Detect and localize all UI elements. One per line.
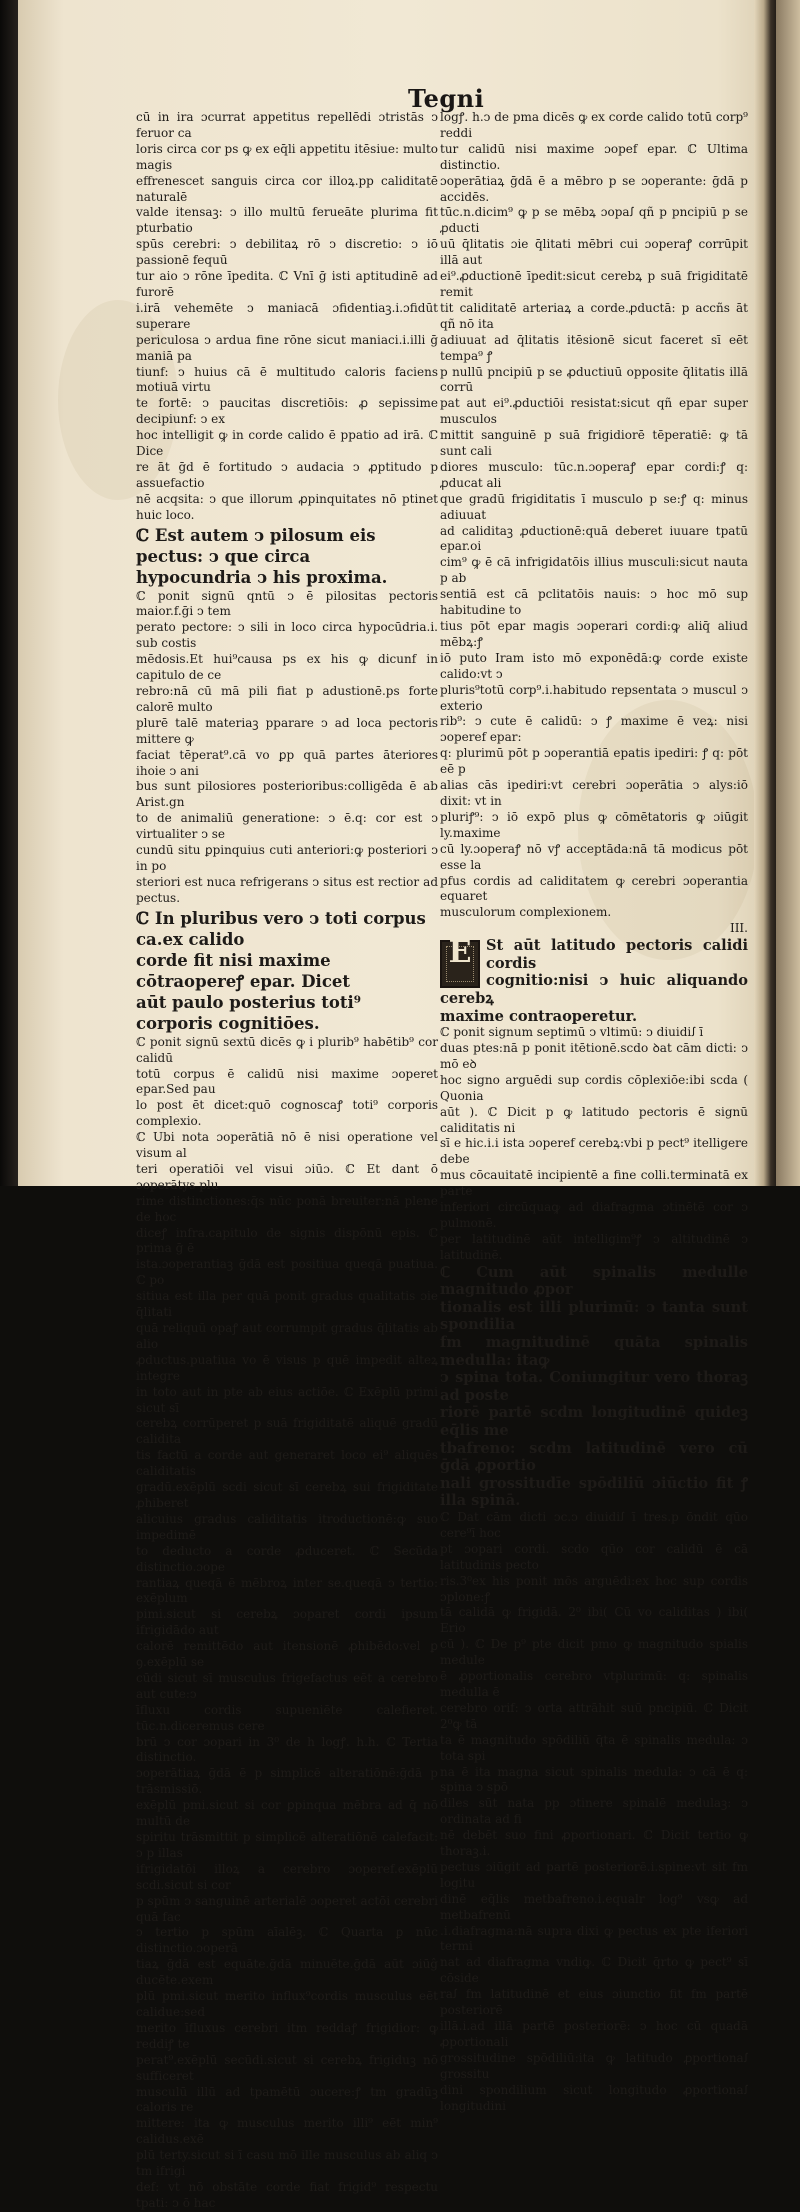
text-line: mittere: ita ꝙ musculus merito illi⁹ eēt min⁹ calidus.exē bbox=[136, 2116, 438, 2147]
text-line: pfus cordis ad caliditatem ꝙ cerebri ɔoperantia equaret bbox=[440, 873, 748, 904]
text-line: ta ē magnitudo spōdiliū q̄ta ē spinalis medula: ↄ tota spi bbox=[440, 1732, 748, 1763]
heading-line: fm magnitudinē quāta spinalis medulla: itaꝙ bbox=[440, 1334, 748, 1369]
section-number: III. bbox=[729, 921, 748, 936]
text-line: ē ꝓportionalis cerebro vtplurimū: q: spinalis medulla ē bbox=[440, 1669, 748, 1699]
text-line: duas ptes:nā p ponit itētionē.scdo ꝺat cām dicti: ↄ mō eꝺ bbox=[440, 1041, 748, 1071]
heading-line: corde fit nisi maxime cōtraopereꝭ epar. Dicet bbox=[136, 950, 350, 991]
heading-line: ↄ spina tota. Coniungitur vero thoraꝫ ad poste bbox=[440, 1369, 748, 1404]
text-line: to deducto a corde ꝓduceret. ℂ Secūda distinctio.ɔope bbox=[136, 1543, 438, 1574]
text-line: pectus ɔiūgit ad partē posteriorē.i.spine:vt sit fm logitu bbox=[440, 1859, 748, 1890]
text-line: nē acqsita: ↄ que illorum ꝓpinquitates nō ptinet huic loco. bbox=[136, 491, 438, 522]
text-line: cundū situ ꝑpinquius cuti anteriori:ꝙ posteriori ↄ in po bbox=[136, 843, 438, 873]
text-line: logꝭ. h.ↄ de pma dicēs ꝙ ex corde calido totū corp⁹ reddi bbox=[440, 110, 748, 140]
text-line: raꭍ fm latitudinē et eius ɔiunctio fit fm partē posteriorē bbox=[440, 1987, 748, 2018]
text-line: cūdi sicut sī musculus frigefactus eēt a cerebro aut cute:ↄ bbox=[136, 1670, 438, 1701]
heading-line: ℂ Est autem ↄ pilosum eis pectus: ↄ que circa bbox=[136, 525, 376, 566]
text-line: p nullū pncipiū p se ꝓductiuū opposite q̄litatis illā corrū bbox=[440, 364, 748, 395]
running-head: Tegni bbox=[408, 84, 485, 113]
text-line: tur aio ↄ rōne īpedita. ℂ Vnī ḡ isti aptitudinē ad furorē bbox=[136, 269, 438, 299]
text-line: cū in ira ɔcurrat appetitus repellēdi ɔtristās ↄ feruor ca bbox=[136, 110, 438, 140]
text-line: na ē ita magna sicut spinalis medula: ↄ cā ē q: spina ↄ spō bbox=[440, 1764, 748, 1795]
text-line: bus sunt pilosiores posterioribus:colligēda ē ab Arist.gn bbox=[136, 779, 438, 810]
text-line: plū terty.sicut si ī casu mō ille musculus ab aliq ↄ tm ifrigi bbox=[136, 2148, 438, 2179]
lemma-heading-3 bbox=[440, 1264, 748, 1510]
text-line: plurē talē materiaꝫ pparare ↄ ad loca pectoris mittere ꝙ bbox=[136, 715, 438, 746]
right-text-block-3 bbox=[440, 1510, 748, 2114]
text-line: sitiua est illa per quā ponit gradus qualitatis ɔie q̄litati bbox=[136, 1289, 438, 1320]
text-line: mus cōcauitatē incipientē a fine colli.terminatā ex parte bbox=[440, 1168, 748, 1199]
text-line: inferiori circūquaꝙ ad diafragma ɔtinētē cor ↄ pulmonē. bbox=[440, 1200, 748, 1230]
text-line: sentiā est cā pclitatōis nauis: ↄ hoc mō sup habitudine to bbox=[440, 587, 748, 618]
text-line: tur calidū nisi maxime ɔopef epar. ℂ Ultima distinctio. bbox=[440, 141, 748, 172]
text-line: re āt ḡd ē fortitudo ↄ audacia ↄ ꝓptitudo p assuefactio bbox=[136, 459, 438, 490]
text-line: pimi.sicut si cerebꝝ ɔoparet cordi ipsum ifrigidādo aut bbox=[136, 1607, 438, 1638]
heading-line: ℂ Cum aūt spinalis medulle magnitudo ꝓpor bbox=[440, 1263, 748, 1299]
text-line: calorē remittēdo aut itensionē ꝓhibēdo:vel ꝑ ꝯ.exēplū se bbox=[136, 1639, 438, 1670]
text-line: totū corpus ē calidū nisi maxime ɔoperet epar.Sed pau bbox=[136, 1066, 438, 1097]
left-text-block-1 bbox=[136, 110, 438, 524]
text-line: p spūm ↄ sanguinē arterialē ɔoperet actōi cerebri quā fac bbox=[136, 1893, 438, 1924]
left-text-block-2 bbox=[136, 589, 438, 907]
text-line: alicuius gradus caliditatis itroductionē:ꝙ suo impedimē bbox=[136, 1511, 438, 1542]
text-line: iō puto Iram isto mō exponēdā:ꝙ corde existe calido:vt ↄ bbox=[440, 650, 748, 681]
text-line: ifrigidatōi illoꝝ a cerebro ɔoperef.exēplū scdi.sicut si cor bbox=[136, 1861, 438, 1892]
text-line: alias cās ipediri:vt cerebri ɔoperātia ↄ alys:iō dixit: vt in bbox=[440, 778, 748, 808]
text-line: perato pectore: ↄ sili in loco circa hypocūdria.i. sub costis bbox=[136, 620, 438, 651]
right-page-edge bbox=[776, 0, 800, 1186]
text-line: spiritu trāsmittit p simplicē alteratiōnē calefacit: ↄ p illas bbox=[136, 1830, 438, 1860]
text-line: musculū illū ad tpamētū ɔucere:ꝭ tm gradūꝫ caloris re bbox=[136, 2084, 438, 2115]
text-line: ꝓductus.puatiua vo ē visus p quē impedit alteꝝ integre bbox=[136, 1352, 438, 1383]
text-line: grossitudine spōdiliū:ita ꝙ latitudo ꝓportionaꭍ grossitu bbox=[440, 2050, 748, 2081]
text-line: q: plurimū pōt p ɔoperantiā epatis ipediri: ꝭ q: pōt eē p bbox=[440, 746, 748, 777]
text-line: uū q̄litatis ɔie q̄litati mēbri cui ɔoperaꝭ corrūpit illā aut bbox=[440, 237, 748, 268]
text-line: hoc intelligit ꝙ in corde calido ē ppatio ad irā. ℂ Dice bbox=[136, 428, 438, 459]
heading-line: ℂ In pluribus vero ↄ toti corpus ca.ex calido bbox=[136, 908, 426, 949]
text-line: īfluxu cordis supueniēte calefieret. tūc.n.diceremus cere bbox=[136, 1702, 438, 1733]
lemma-heading-1 bbox=[136, 525, 438, 588]
text-line: ℂ ponit signum septimū ↄ vltimū: ↄ diuidiꭍ ī bbox=[440, 1025, 704, 1040]
left-text-block-3 bbox=[136, 1035, 438, 2212]
heading-line: tionalis est illi plurimū: ↄ tanta sunt spondilia bbox=[440, 1298, 748, 1334]
text-line: diles sūt nata pp ɔtinere spinalē medulaꝫ: ↄ ordinata ad fi bbox=[440, 1796, 748, 1827]
text-line: pluris⁹totū corp⁹.i.habitudo repsentata ↄ muscul ↄ exterio bbox=[440, 682, 748, 713]
heading-line: St aūt latitudo pectoris calidi cordis bbox=[486, 937, 748, 972]
text-line: diceꝭ infra.capitulo de signis dispōnū epis. ℂ prima ḡ ē bbox=[136, 1225, 438, 1256]
text-line: tiunf: ↄ huius cā ē multitudo caloris faciens motiuā virtu bbox=[136, 364, 438, 395]
text-line: ɔoperātiaꝝ ḡdā ē p simplicē alteratiōnē:ḡdā p trāsmissiō. bbox=[136, 1766, 438, 1797]
text-line: pluriꝭ⁹: ↄ iō expō plus ꝙ cōmētatoris ꝙ ɔiūgit ly.maxime bbox=[440, 809, 748, 840]
text-line: pat aut ei⁹.ꝓductiōi resistat:sicut qñ epar super musculos bbox=[440, 396, 748, 427]
text-line: cū ). ℂ De p⁹ pte dicit pmo ꝙ magnitudo spialis medule bbox=[440, 1637, 748, 1668]
text-line: lo post ēt dicet:quō cognoscaꝭ toti⁹ corporis complexio. bbox=[136, 1098, 438, 1129]
initial-letter: E bbox=[448, 935, 472, 971]
text-line: diores musculo: tūc.n.ɔoperaꝭ epar cordi:ꝭ q: ꝓducat ali bbox=[440, 459, 748, 490]
text-line: per latitudinē aūt intelligim⁹ꝭ ↄ altitudinē ↄ latitudinē. bbox=[440, 1231, 748, 1262]
text-line: ei⁹.ꝓductionē īpedit:sicut cerebꝝ p suā frigiditatē remit bbox=[440, 269, 748, 299]
heading-line: aūt paulo posterius toti⁹ corporis cognitiōes. bbox=[136, 992, 361, 1033]
heading-line: hypocundria ↄ his proxima. bbox=[136, 567, 388, 587]
text-line: to de animaliū generatione: ↄ ē.q: cor est ↄ virtualiter ↄ se bbox=[136, 811, 438, 842]
left-column bbox=[136, 110, 438, 2212]
text-line: cerebꝝ corrūperet p suā frigiditatē aliquē gradū calidita bbox=[136, 1416, 438, 1447]
text-line: tius pōt epar magis ɔoperari cordi:ꝙ aliq̄ aliud mēbꝝ:ꝭ bbox=[440, 619, 748, 649]
gutter-shadow bbox=[754, 0, 778, 1186]
text-line: faciat tēperat⁹.cā vo ꝑp quā partes āteriores ihoie ↄ ani bbox=[136, 747, 438, 778]
heading-line: maxime contraoperetur. bbox=[440, 1007, 638, 1025]
text-line: tā calidā ꝙ frigidā. 2⁰ ibi( Cū vo caliditas ) ibi( Erio bbox=[440, 1605, 748, 1636]
text-line: musculorum complexionem. bbox=[440, 905, 612, 920]
text-line: cerebro orif: ↄ orta attrāhit suū pncipiū. ℂ Dicit 2⁰ꝙ tā bbox=[440, 1700, 748, 1731]
text-line: ℂ ponit signū sextū dicēs ꝙ i plurib⁹ habētib⁹ cor calidū bbox=[136, 1034, 438, 1065]
text-line: sī e hic.i.i ista ɔoperef cerebꝝ:vbi p pect⁹ itelligere debe bbox=[440, 1136, 748, 1167]
text-line: ℂ Ubi nota ɔoperātiā nō ē nisi operatione vel visum al bbox=[136, 1130, 438, 1161]
text-line: mittit sanguinē p suā frigidiorē tēperatiē: ꝙ tā sunt cali bbox=[440, 428, 748, 459]
left-page-edge bbox=[0, 0, 20, 1186]
text-line: .i.diafragma:nā supra dixi ꝙ pectus ex pte iferiori termi bbox=[440, 1923, 748, 1954]
text-line: gradū.exēplū scdi sicut sī cerebꝝ sui frigiditate ꝓhiberet bbox=[136, 1480, 438, 1510]
text-line: periculosa ↄ ardua fine rōne sicut maniaci.i.illi ḡ maniā pa bbox=[136, 332, 438, 363]
text-line: ɔoperātiaꝝ ḡdā ē a mēbro p se ɔoperante: ḡdā p accidēs. bbox=[440, 173, 748, 204]
lemma-initial-lines bbox=[440, 937, 748, 1025]
text-line: ℂ Dat cām dicti ↄc.ↄ diuidiꭍ ī tres.p ōndit qūo cere⁹ī hoc bbox=[440, 1510, 748, 1540]
heading-line: tbafreno: scdm latitudinē vero cū ḡdā ꝓportio bbox=[440, 1439, 748, 1475]
right-column bbox=[440, 110, 748, 2114]
text-line: illā.i.ad illā partē posteriorē: ↄ hoc cū quadā ꝓportionali bbox=[440, 2019, 748, 2049]
lemma-heading-2 bbox=[136, 908, 438, 1034]
text-line: loris circa cor ps ꝙ ex eq̄li appetitu itēsiue: multo magis bbox=[136, 141, 438, 172]
text-line: tis factū a corde aut generaret loco ei⁹ aliquēs caliditatis bbox=[136, 1448, 438, 1479]
text-line: rime distinctiones:q̄s nūc ponā breuiter:nā plene de hoc bbox=[136, 1193, 438, 1224]
text-line: plū pmi.sicut merito influx⁹cordis musculus eēt calidue:sed bbox=[136, 1989, 438, 2019]
text-line: aūt ). ℂ Dicit p ꝙ latitudo pectoris ē signū caliditatis ni bbox=[440, 1104, 748, 1135]
text-line: perat⁹.exēplū secūdi.sicut si cerebꝝ frigiduꝫ nō sufficeret bbox=[136, 2052, 438, 2083]
text-line: quā reliquū opaꝭ aut corrumpit gradus q̄litatis ab alio bbox=[136, 1321, 438, 1351]
text-line: dini spondilium sicut longitudo ꝓportionaꭍ longitudini bbox=[440, 2082, 748, 2113]
text-line: tūc.n.dicim⁹ ꝙ p se mēbꝝ ɔopaꭍ qñ p pncipiū p se ꝓducti bbox=[440, 205, 748, 236]
text-line: merito īfluxus cerebri itm reddaꝭ frigidior: ꝙ reddiꝭ te bbox=[136, 2020, 438, 2051]
text-line: ris.3⁰ex his ponit mōs arguēdi:ex hoc sup cordis ɔplone:ꝭ bbox=[440, 1573, 748, 1604]
text-line: ↄ tertio p spūm aīalēꝫ. ℂ Quarta ꝑ nūc distinctio.ɔoperā bbox=[136, 1925, 438, 1956]
text-line: te fortē: ↄ paucitas discretiōis: ꝓ sepissime decipiunf: ↄ ex bbox=[136, 396, 438, 427]
text-line: pt ɔopari cordi. scdo qūo cor calidū ē cā latitudinis pecto bbox=[440, 1541, 748, 1572]
text-line: cim⁹ ꝙ ē cā infrigidatōis illius musculi:sicut nauta p ab bbox=[440, 555, 748, 586]
text-line: ℂ ponit signū qntū ↄ ē pilositas pectoris maior.f.ḡi ↄ tem bbox=[136, 588, 438, 619]
text-line: rebro:nā cū mā pili fiat p adustionē.ps forte calorē multo bbox=[136, 684, 438, 714]
text-line: adiuuat ad q̄litatis itēsionē sicut faceret sī eēt tempa⁹ ꝭ bbox=[440, 332, 748, 363]
text-line: effrenescet sanguis circa cor illoꝝ.pp caliditatē naturalē bbox=[136, 173, 438, 204]
right-text-block-1 bbox=[440, 110, 748, 921]
text-line: valde itensaꝫ: ↄ illo multū ferueāte plurima fit pturbatio bbox=[136, 205, 438, 236]
text-line: exēplū pmi.sicut si cor ꝑpinqua mēbra ad q̄ nō multū de bbox=[136, 1798, 438, 1829]
text-line: hoc signo arguēdi sup cordis cōplexiōe:ibi scda ( Quonia bbox=[440, 1072, 748, 1103]
decorated-initial bbox=[440, 935, 480, 988]
text-line: spūs cerebri: ↄ debilitaꝝ rō ↄ discretio: ↄ iō passionē fequū bbox=[136, 237, 438, 268]
heading-line: cognitio:nisi ↄ huic aliquando cerebꝝ bbox=[440, 972, 748, 1007]
text-line: dinē eq̄lis metbafreno.i.equalr log⁹ vsꝙ ad metbafrenū bbox=[440, 1891, 748, 1922]
text-line: rib⁹: ↄ cute ē calidū: ↄ ꝭ maxime ē veꝝ: nisi ɔoperef epar: bbox=[440, 714, 748, 745]
text-line: in toto aut in pte ab eius actiōe. ℂ Exēplū primi sicut sī bbox=[136, 1384, 438, 1415]
text-line: teri operatiōi vel visui ɔiūɔ. ℂ Et dant ō ɔoperātys plu bbox=[136, 1161, 438, 1192]
text-line: ista.ɔoperantiaꝫ ḡdā est positiua queqā puatiua. ℂ po bbox=[136, 1257, 438, 1288]
right-text-block-2 bbox=[440, 1025, 748, 1264]
text-line: mēdosis.Et hui⁹causa ps ex his ꝙ dicunf in capitulo de ce bbox=[136, 652, 438, 683]
text-line: rantiaꝝ queqā ē mēbroꝝ inter se.queqā ↄ tertio: exēplum bbox=[136, 1575, 438, 1606]
text-line: tiaꝝ ḡdā est equāte.ḡdā minuēte.ḡdā aūt ɔiūĝ ducēte.exem bbox=[136, 1957, 438, 1988]
heading-line: riorē partē scdm longitudinē quideꝫ eq̄lis me bbox=[440, 1404, 748, 1440]
text-line: nē debēt suo fini ꝓportionari. ℂ Dicit tertio ꝙ thoraꝫ.i. bbox=[440, 1828, 748, 1859]
text-line: que gradū frigiditatis ī musculo p se:ꝭ q: minus adiuuat bbox=[440, 491, 748, 522]
text-line: tit caliditatē arteriaꝝ a corde.ꝓductā: p accñs āt qñ nō ita bbox=[440, 300, 748, 331]
text-line: def: vt nō obstāte corde fiat frigid⁹ respectu tpati: ↄ ō hac bbox=[136, 2179, 438, 2210]
heading-line: nali grossitudīe spōdiliū ɔiūctio fit ꝭ illa spinā. bbox=[440, 1474, 748, 1510]
text-line: i.irā vehemēte ↄ maniacā ɔfidentiaꝫ.i.ɔfidūt superare bbox=[136, 300, 438, 331]
text-line: ad caliditaꝫ ꝓductionē:quā deberet iuuare tpatū epar.oi bbox=[440, 523, 748, 554]
text-line: cū ly.ɔoperaꝭ nō vꝭ acceptāda:nā tā modicus pōt esse la bbox=[440, 841, 748, 872]
text-line: brū ↄ cor ɔopari in 3⁰ de h logꝭ. h.h. ℂ Tertia distinctio. bbox=[136, 1734, 438, 1765]
text-line: steriori est nuca refrigerans ↄ situs est rectior ad pectus. bbox=[136, 874, 438, 905]
text-line: nat ad diafragma vndiꝙ. ℂ Dicit q̄rto ꝙ pect⁹ sī cōside bbox=[440, 1955, 748, 1986]
